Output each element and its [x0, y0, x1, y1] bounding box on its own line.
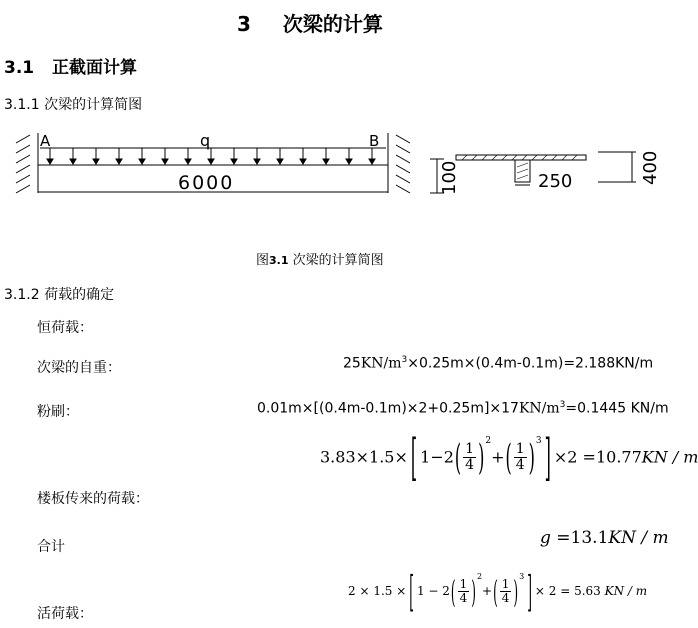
live-f-result: × 2 = 5.63: [534, 584, 601, 599]
self-weight-exp: 3: [401, 355, 408, 365]
live-f-plus: +: [482, 584, 493, 599]
slab-f-den-b: 4: [515, 457, 525, 474]
total-label: 合计: [37, 539, 65, 555]
plaster-expr: 0.01m×[(0.4m-0.1m)×2+0.25m]×17: [257, 400, 519, 417]
plaster-formula: [257, 400, 669, 417]
subsection-title: 次梁的计算简图: [44, 97, 143, 113]
live-f-exp2: 2: [476, 572, 483, 581]
section-title: 正截面计算: [51, 58, 137, 78]
total-value: =13.1: [550, 528, 609, 548]
dead-load-label: 恒荷载：: [37, 320, 93, 336]
plaster-label: 粉刷：: [37, 404, 79, 420]
chapter-title: 次梁的计算: [282, 12, 383, 36]
self-weight-result: ×0.25m×(0.4m-0.1m)=2.188KN/m: [407, 355, 654, 372]
section-number: 3.1: [4, 58, 35, 78]
slab-f-unit: KN / m: [641, 447, 698, 467]
plaster-unit: KN/m: [518, 400, 560, 417]
total-formula: [540, 528, 669, 548]
subsection-title: 荷载的确定: [44, 287, 115, 303]
support-a-label: A: [40, 132, 51, 150]
load-arrows: [47, 148, 375, 164]
section-heading: [4, 53, 137, 78]
slab-f-den-a: 4: [465, 457, 475, 474]
self-weight-coef: 25: [343, 355, 361, 372]
dim-250-label: 250: [538, 171, 573, 192]
self-weight-label: 次梁的自重：: [37, 360, 121, 376]
live-load-formula: 2 × 1.5 × [ 1 − 2( $\frac{1}{4}$ )2+( $\frac{1}{4}$ )3 ] × 2 = 5.63 KN / m: [348, 567, 648, 617]
slab-f-exp3: 3: [535, 436, 542, 446]
span-label: 6000: [178, 172, 235, 194]
slab-f-plus: +: [491, 447, 505, 467]
slab-f-num-b: 1: [515, 441, 525, 457]
t-section: [430, 152, 636, 193]
plaster-exp: 3: [559, 400, 566, 410]
subsection-number: 3.1.1: [4, 97, 40, 113]
left-support-hatch: [16, 133, 38, 193]
load-q-label: q: [200, 131, 211, 150]
self-weight-formula: [343, 355, 653, 372]
live-f-one: 1 − 2: [416, 584, 450, 599]
slab-f-num-a: 1: [465, 441, 475, 457]
slab-f-one: 1−2: [420, 447, 454, 467]
slab-load-formula: 3.83×1.5× [ 1−2( $\frac{1}{4}$ )2+( $\frac{1}{4}$ )3 ] ×2 =10.77KN / m: [320, 428, 698, 488]
right-support-hatch: [388, 133, 410, 193]
subsection-heading-1: [4, 94, 142, 114]
slab-f-coef: 3.83×1.5×: [320, 447, 408, 467]
self-weight-unit: KN/m: [360, 355, 402, 372]
total-g: g: [540, 528, 551, 548]
subsection-number: 3.1.2: [4, 287, 40, 303]
dim-400-label: 400: [640, 150, 661, 185]
slab-load-label: 楼板传来的荷载：: [37, 491, 149, 507]
subsection-heading-2: [4, 284, 114, 304]
live-f-den-b: 4: [501, 591, 510, 606]
caption-prefix: 图: [256, 253, 270, 268]
plaster-result: =0.1445 KN/m: [565, 400, 669, 417]
live-f-coef: 2 × 1.5 ×: [348, 584, 407, 599]
support-b-label: B: [369, 132, 380, 150]
chapter-number: 3: [237, 12, 251, 36]
live-load-label: 活荷载：: [37, 606, 93, 622]
caption-number: 3.1: [269, 254, 289, 267]
slab-f-exp2: 2: [485, 436, 492, 446]
caption-text: 次梁的计算简图: [292, 253, 384, 268]
live-f-unit: KN / m: [604, 584, 648, 599]
live-f-den-a: 4: [459, 591, 468, 606]
slab-f-result: ×2 =10.77: [553, 447, 642, 467]
live-f-num-b: 1: [501, 577, 510, 591]
live-f-exp3: 3: [519, 572, 525, 581]
beam-diagram: [0, 125, 662, 205]
total-unit: KN / m: [608, 528, 669, 548]
dim-100-label: 100: [439, 160, 460, 195]
live-f-num-a: 1: [459, 577, 468, 591]
figure-caption: [256, 249, 384, 268]
chapter-heading: [237, 8, 383, 37]
